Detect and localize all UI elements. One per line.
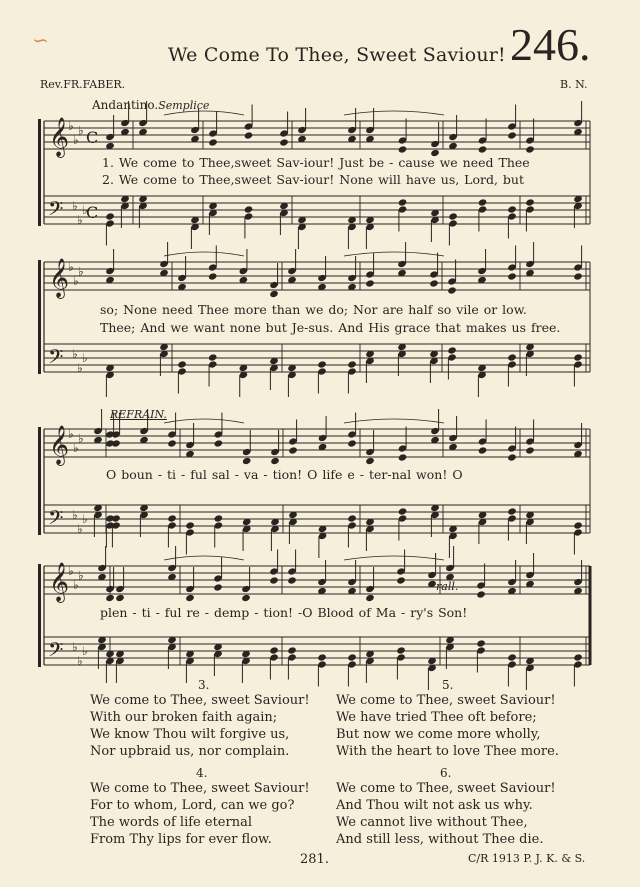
author-credit: Rev.FR.FABER. [40, 78, 126, 91]
treble-note-head [525, 446, 535, 454]
stanza-line: With our broken faith again; [90, 710, 278, 725]
treble-note-head [478, 446, 488, 454]
treble-note-head [279, 138, 289, 146]
treble-note-head [288, 446, 298, 454]
flat-sign-icon: ♭ [73, 133, 79, 148]
phrase-slur [164, 111, 244, 115]
treble-note-head [429, 279, 439, 287]
flat-sign-icon: ♭ [68, 260, 74, 275]
bass-note-head [287, 646, 297, 654]
bass-note-head [573, 353, 583, 361]
treble-note-head [287, 576, 297, 584]
composer-credit: B. N. [560, 78, 588, 91]
tempo-text: Andantino. [92, 98, 159, 112]
phrase-slur [344, 252, 444, 256]
flat-sign-icon: ♭ [77, 522, 83, 536]
bass-note-head [396, 646, 406, 654]
phrase-slur [164, 252, 244, 256]
flat-sign-icon: ♭ [78, 431, 84, 446]
bass-note-head [111, 514, 121, 522]
bass-note-head [347, 360, 357, 368]
treble-note-head [507, 131, 517, 139]
treble-clef-icon: 𝄞 [49, 258, 70, 298]
flat-sign-icon: ♭ [82, 203, 88, 218]
stanza-line: We come to Thee, sweet Saviour! [90, 781, 310, 796]
treble-note-head [478, 145, 488, 153]
stanza-line: With the heart to love Thee more. [336, 744, 559, 759]
common-time-icon: C [86, 128, 99, 147]
flat-sign-icon: ♭ [77, 213, 83, 227]
refrain-label: REFRAIN. [110, 408, 167, 421]
stanza-number: 3. [198, 678, 210, 692]
bass-note-head [507, 507, 517, 515]
flat-sign-icon: ♭ [82, 351, 88, 366]
treble-clef-icon: 𝄞 [49, 117, 70, 157]
bass-note-head [507, 205, 517, 213]
corner-ink-mark: ∽ [32, 28, 49, 52]
bass-note-head [448, 212, 458, 220]
stanza-line: For to whom, Lord, can we go? [90, 798, 295, 813]
treble-note-head [208, 272, 218, 280]
bass-clef-icon: 𝄢 [48, 506, 64, 534]
flat-sign-icon: ♭ [82, 512, 88, 527]
system-brace [38, 119, 41, 226]
treble-note-head [167, 439, 177, 447]
system1-verse1-lyrics: 1. We come to Thee,sweet Sav-iour! Just be - cause we need Thee [102, 155, 530, 170]
flat-sign-icon: ♭ [72, 640, 78, 654]
system-brace [38, 427, 41, 535]
bass-clef-icon: 𝄢 [48, 345, 64, 373]
stanza-line: We have tried Thee oft before; [336, 710, 537, 725]
bass-note-head [347, 514, 357, 522]
treble-note-head [185, 594, 195, 602]
bass-clef-icon: 𝄢 [48, 197, 64, 225]
bass-note-head [573, 521, 583, 529]
flat-sign-icon: ♭ [78, 264, 84, 279]
treble-note-head [398, 145, 408, 153]
system2-verse2-lyrics: Thee; And we want none but Je-sus. And His grace that makes us free. [100, 320, 561, 335]
treble-note-head [447, 286, 457, 294]
bass-note-head [185, 521, 195, 529]
stanza-line: And still less, without Thee die. [336, 832, 544, 847]
flat-sign-icon: ♭ [77, 361, 83, 375]
treble-note-head [396, 576, 406, 584]
rall-marking: rall. [436, 580, 459, 593]
system-brace [38, 260, 41, 374]
bass-note-head [167, 514, 177, 522]
system4-refrain-lyrics: plen - ti - ful re - demp - tion! -O Blood of Ma - ry's Son! [100, 605, 468, 620]
stanza-line: Nor upbraid us, nor complain. [90, 744, 290, 759]
treble-note-head [244, 131, 254, 139]
stanza-number: 6. [440, 766, 452, 780]
bass-clef-icon: 𝄢 [48, 638, 64, 666]
flat-sign-icon: ♭ [68, 427, 74, 442]
phrase-slur [344, 111, 444, 115]
flat-sign-icon: ♭ [73, 578, 79, 593]
stanza-line: We come to Thee, sweet Saviour! [90, 693, 310, 708]
treble-note-head [365, 594, 375, 602]
bass-note-head [347, 653, 357, 661]
stanza-line: We cannot live without Thee, [336, 815, 528, 830]
copyright-notice: C/R 1913 P. J. K. & S. [468, 852, 586, 865]
bass-note-head [208, 353, 218, 361]
treble-note-head [270, 457, 280, 465]
bass-note-head [573, 653, 583, 661]
treble-note-head [241, 594, 251, 602]
bass-note-head [317, 653, 327, 661]
expression-text: Semplice [158, 99, 210, 112]
treble-note-head [111, 439, 121, 447]
flat-sign-icon: ♭ [73, 441, 79, 456]
flat-sign-icon: ♭ [68, 119, 74, 134]
treble-note-head [476, 590, 486, 598]
stanza-line: And Thou wilt not ask us why. [336, 798, 533, 813]
hymn-title: We Come To Thee, Sweet Saviour! [168, 44, 506, 66]
system1-verse2-lyrics: 2. We come to Thee,sweet Sav-iour! None will have us, Lord, but [102, 172, 525, 187]
treble-note-head [507, 453, 517, 461]
treble-note-head [573, 272, 583, 280]
flat-sign-icon: ♭ [82, 644, 88, 659]
stanza-number: 4. [196, 766, 208, 780]
phrase-slur [344, 556, 444, 560]
stanza-line: We come to Thee, sweet Saviour! [336, 781, 556, 796]
treble-note-head [115, 594, 125, 602]
system2-verse1-lyrics: so; None need Thee more than we do; Nor are half so vile or low. [100, 302, 527, 317]
stanza-line: We know Thou wilt forgive us, [90, 727, 290, 742]
treble-note-head [213, 583, 223, 591]
treble-clef-icon: 𝄞 [49, 425, 70, 465]
system3-refrain-lyrics: O boun - ti - ful sal - va - tion! O life e - ter-nal won! O [106, 467, 463, 482]
flat-sign-icon: ♭ [78, 123, 84, 138]
bass-note-head [105, 212, 115, 220]
treble-note-head [347, 439, 357, 447]
page-number: 281. [300, 852, 329, 867]
stanza-line: But now we come more wholly, [336, 727, 541, 742]
treble-note-head [365, 279, 375, 287]
treble-note-head [507, 272, 517, 280]
bass-note-head [507, 353, 517, 361]
stanza-line: From Thy lips for ever flow. [90, 832, 272, 847]
bass-note-head [269, 646, 279, 654]
hymn-number: 246. [510, 19, 591, 70]
flat-sign-icon: ♭ [68, 564, 74, 579]
treble-clef-icon: 𝄞 [49, 562, 70, 602]
treble-note-head [365, 457, 375, 465]
bass-note-head [317, 360, 327, 368]
bass-note-head [447, 346, 457, 354]
stanza-line: The words of life eternal [90, 815, 252, 830]
treble-note-head [214, 439, 224, 447]
flat-sign-icon: ♭ [72, 508, 78, 522]
flat-sign-icon: ♭ [72, 199, 78, 213]
bass-note-head [478, 198, 488, 206]
treble-note-head [105, 594, 115, 602]
bass-note-head [244, 205, 254, 213]
flat-sign-icon: ♭ [78, 568, 84, 583]
bass-note-head [214, 514, 224, 522]
treble-note-head [269, 290, 279, 298]
treble-note-head [269, 576, 279, 584]
system-brace [38, 564, 41, 667]
bass-note-head [525, 198, 535, 206]
bass-note-head [398, 198, 408, 206]
bass-note-head [398, 507, 408, 515]
flat-sign-icon: ♭ [72, 347, 78, 361]
flat-sign-icon: ♭ [77, 654, 83, 668]
bass-note-head [476, 639, 486, 647]
treble-note-head [525, 145, 535, 153]
bass-note-head [177, 360, 187, 368]
treble-note-head [208, 138, 218, 146]
treble-note-head [242, 457, 252, 465]
bass-note-head [507, 653, 517, 661]
common-time-icon: C [86, 203, 99, 222]
flat-sign-icon: ♭ [73, 274, 79, 289]
treble-note-head [398, 453, 408, 461]
stanza-number: 5. [442, 678, 454, 692]
phrase-slur [344, 419, 444, 423]
stanza-line: We come to Thee, sweet Saviour! [336, 693, 556, 708]
